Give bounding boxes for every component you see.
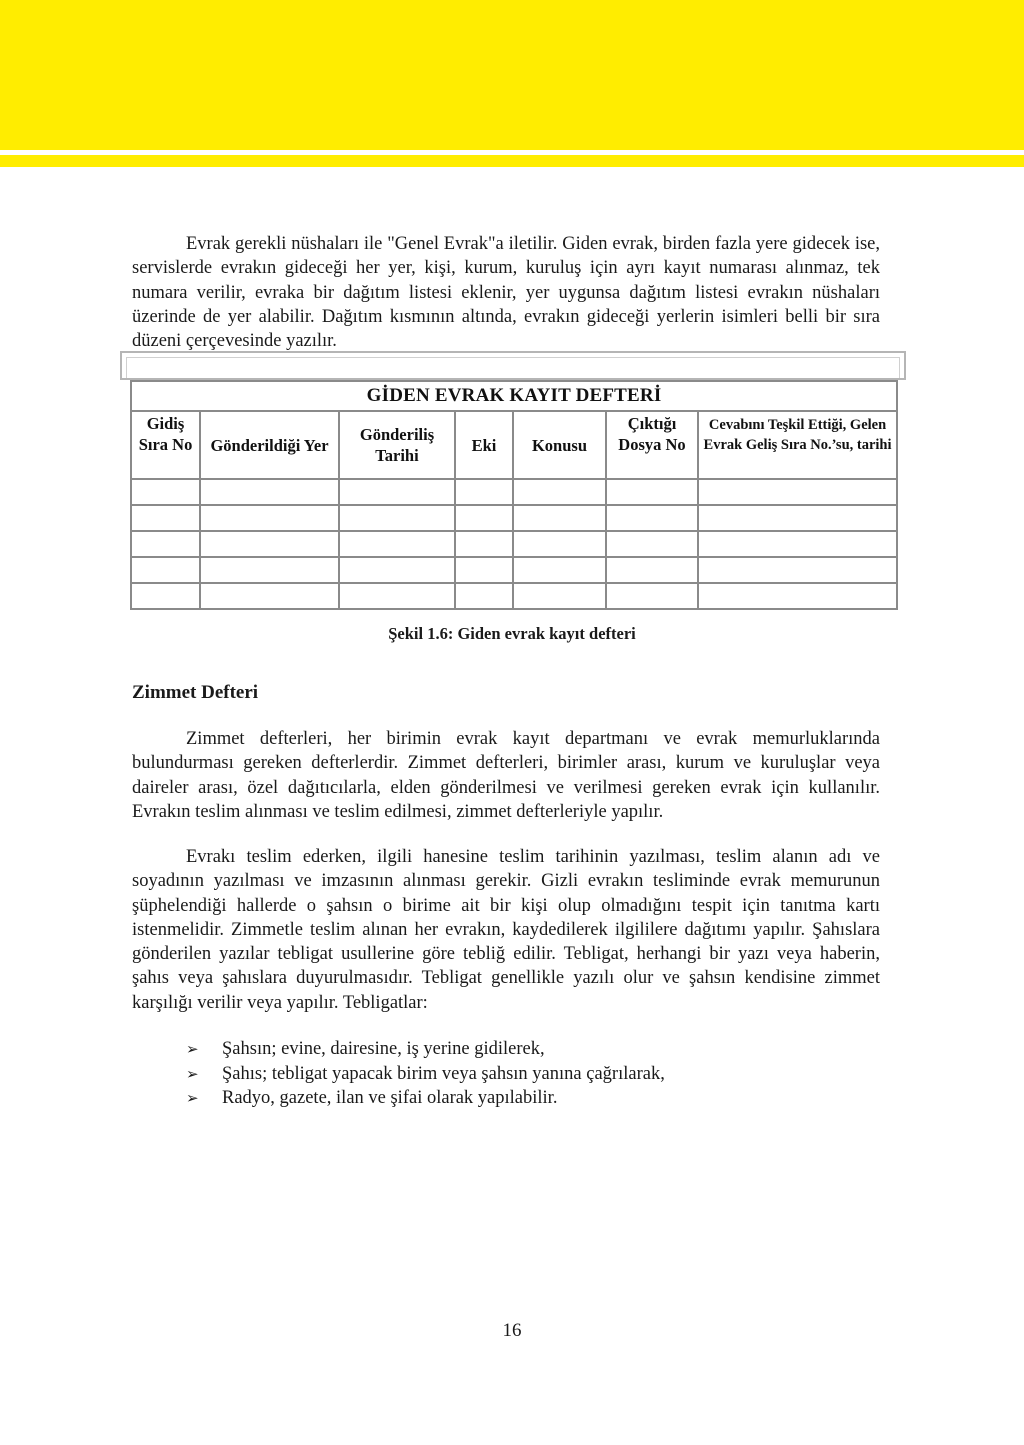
list-item xyxy=(186,1062,665,1087)
table-row xyxy=(131,479,897,505)
figure-caption: Şekil 1.6: Giden evrak kayıt defteri xyxy=(388,624,636,643)
paragraph-distribution: Evrak gerekli nüshaları ile "Genel Evrak"a iletilir. Giden evrak, birden fazla yere gidecek ise, servislerde evrakın gideceği her yer, kişi, kurum, kuruluş için ayrı kayıt numarası alınmaz, tek numara verilir, evraka bir dağıtım listesi eklenir, yer uygunsa dağıtım listesi evrakın nüshaları üzerinde de yer alabilir. Dağıtım kısmının altında, evrakın gideceği yerlerin isimleri belli bir sıra düzeni çerçevesinde yazılır. xyxy=(132,234,880,352)
arrow-bullet-icon: ➢ xyxy=(186,1089,199,1107)
header-band xyxy=(0,0,1024,150)
list-item-text: Radyo, gazete, ilan ve şifai olarak yapılabilir. xyxy=(222,1088,558,1108)
table-row xyxy=(131,531,897,557)
column-header: Gönderiliş Tarihi xyxy=(339,411,455,479)
list-item-text: Şahsın; evine, dairesine, iş yerine gidilerek, xyxy=(222,1039,545,1059)
list-item-text: Şahıs; tebligat yapacak birim veya şahsın yanına çağrılarak, xyxy=(222,1063,665,1084)
column-header: Konusu xyxy=(513,411,606,479)
table-row xyxy=(131,505,897,531)
list-item xyxy=(186,1086,665,1111)
column-header: Çıktığı Dosya No xyxy=(606,411,698,479)
paragraph-zimmet-intro: Zimmet defterleri, her birimin evrak kayıt departmanı ve evrak memurluklarında bulundurması gereken defterlerdir. Zimmet defterleri, birimler arası, kurum ve kuruluşlar veya daireler arası, özel dağıtıcılarla, elden gönderilmesi ve verilmesi gereken evrak için kullanılır. Evrakın teslim alınması ve teslim edilmesi, zimmet defterleriyle yapılır. xyxy=(132,729,880,822)
column-header: Eki xyxy=(455,411,513,479)
table-title: GİDEN EVRAK KAYIT DEFTERİ xyxy=(131,381,897,411)
paragraph-zimmet-detail: Evrakı teslim ederken, ilgili hanesine teslim tarihinin yazılması, teslim alanın adı ve soyadının yazılması ve imzasının alınması gerekir. Gizli evrakın tesliminde evrak memurunun şüphelendiği hallerde o şahsın o birime ait bir kişi olup olmadığını tespit için tanıtma kartı istenmelidir. Zimmetle teslim alınan her evrakın, kaydedilerek ilgililere dağıtımı yapılır. Şahıslara gönderilen yazılar tebligat usullerine göre tebliğ edilir. Tebligat, herhangi bir yazı veya haberin, şahıs veya şahıslara duyurulmasıdır. Tebligat genellikle yazılı olur ve şahsın kendisine zimmet karşılığı verilir veya yapılır. Tebligatlar: xyxy=(132,847,880,1013)
column-header: Gönderildiği Yer xyxy=(200,411,339,479)
figure-frame xyxy=(120,351,906,380)
table-row xyxy=(131,557,897,583)
arrow-bullet-icon: ➢ xyxy=(186,1064,199,1083)
bullet-list xyxy=(186,1037,665,1111)
header-stripe xyxy=(0,155,1024,167)
column-header: Cevabını Teşkil Ettiği, Gelen Evrak Geliş Sıra No.’su, tarihi xyxy=(698,411,897,479)
arrow-bullet-icon: ➢ xyxy=(186,1040,199,1058)
table-row xyxy=(131,583,897,609)
section-heading: Zimmet Defteri xyxy=(132,682,259,703)
list-item xyxy=(186,1037,665,1062)
page-number: 16 xyxy=(502,1320,522,1341)
outgoing-register-table xyxy=(130,380,898,610)
column-header: Gidiş Sıra No xyxy=(131,411,200,479)
